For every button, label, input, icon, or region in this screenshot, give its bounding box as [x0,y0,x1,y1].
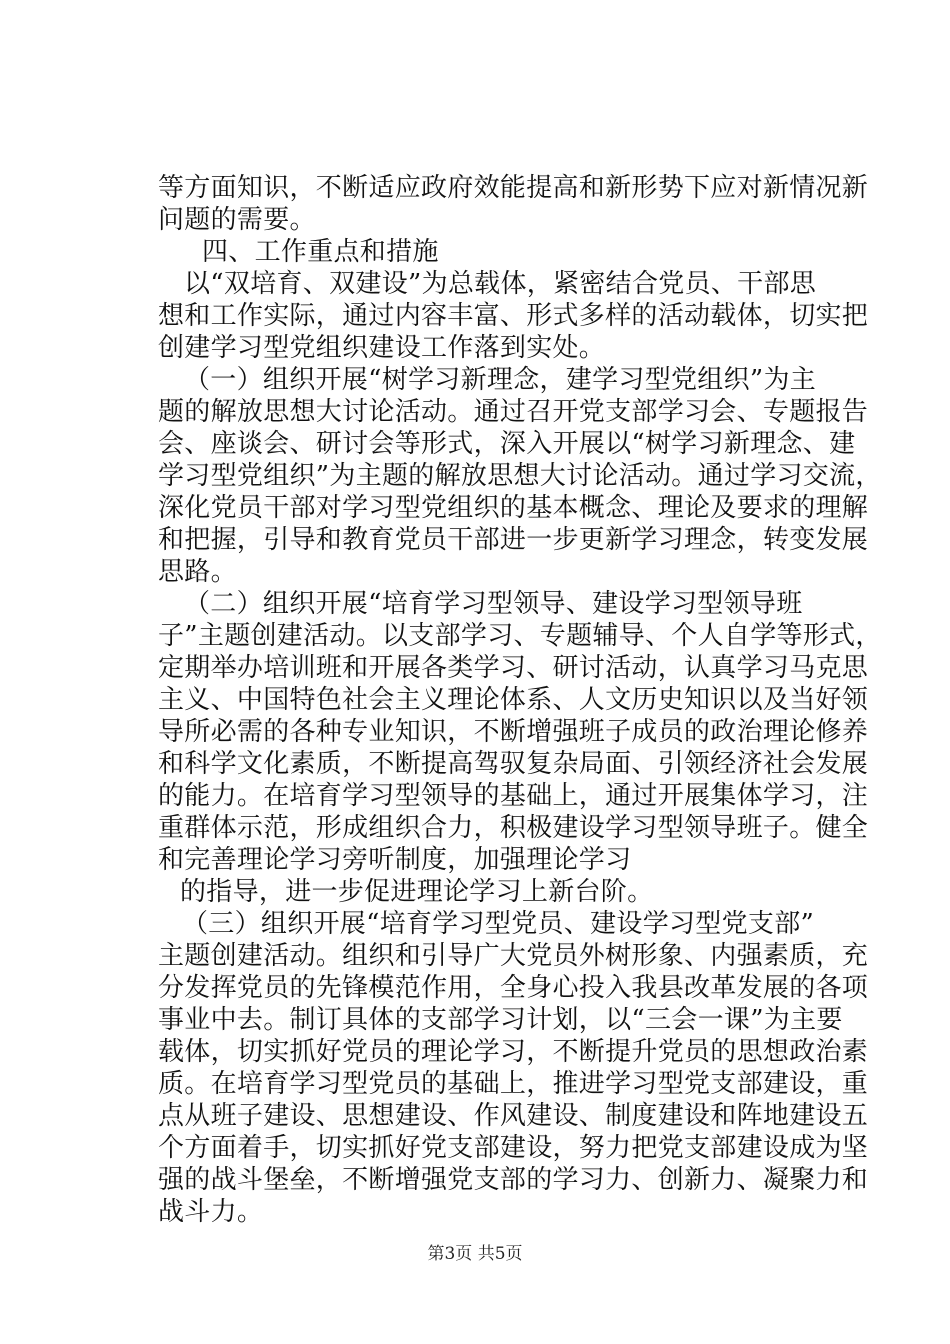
section-heading: 四、工作重点和措施 [202,237,439,267]
text-line: 会、座谈会、研讨会等形式，深入开展以“树学习新理念、建 [158,429,856,459]
text-line: 思路。 [158,557,237,587]
text-line: 深化党员干部对学习型党组织的基本概念、理论及要求的理解 [158,493,869,523]
text-line: 以“双培育、双建设”为总载体，紧密结合党员、干部思 [184,269,817,299]
text-line: 质。在培育学习型党员的基础上，推进学习型党支部建设，重 [158,1069,869,1099]
text-line: 等方面知识，不断适应政府效能提高和新形势下应对新情况新 [158,173,869,203]
text-line: 创建学习型党组织建设工作落到实处。 [158,333,606,363]
text-line: 战斗力。 [158,1197,264,1227]
text-line: 点从班子建设、思想建设、作风建设、制度建设和阵地建设五 [158,1101,869,1131]
text-line: 事业中去。制订具体的支部学习计划，以“三会一课”为主要 [158,1005,843,1035]
text-line: 问题的需要。 [158,205,316,235]
text-line: 载体，切实抓好党员的理论学习，不断提升党员的思想政治素 [158,1037,869,1067]
subsection-heading: （二）组织开展“培育学习型领导、建设学习型领导班 [184,589,803,619]
text-line: 重群体示范，形成组织合力，积极建设学习型领导班子。健全 [158,813,869,843]
text-line: 个方面着手，切实抓好党支部建设，努力把党支部建设成为坚 [158,1133,869,1163]
text-line: 导所必需的各种专业知识，不断增强班子成员的政治理论修养 [158,717,869,747]
text-line: 定期举办培训班和开展各类学习、研讨活动，认真学习马克思 [158,653,869,683]
text-line: 想和工作实际，通过内容丰富、形式多样的活动载体，切实把 [158,301,869,331]
text-line: 的指导，进一步促进理论学习上新台阶。 [180,877,654,907]
text-line: 的能力。在培育学习型领导的基础上，通过开展集体学习，注 [158,781,869,811]
subsection-heading: （一）组织开展“树学习新理念，建学习型党组织”为主 [184,365,817,395]
text-line: 分发挥党员的先锋模范作用，全身心投入我县改革发展的各项 [158,973,869,1003]
subsection-heading: （三）组织开展“培育学习型党员、建设学习型党支部” [182,909,815,939]
page-number: 第3页 共5页 [427,1244,523,1264]
text-line: 学习型党组织”为主题的解放思想大讨论活动。通过学习交流， [158,461,882,491]
text-line: 主题创建活动。组织和引导广大党员外树形象、内强素质，充 [158,941,869,971]
text-line: 主义、中国特色社会主义理论体系、人文历史知识以及当好领 [158,685,869,715]
text-line: 和完善理论学习旁听制度，加强理论学习 [158,845,632,875]
text-line: 和把握，引导和教育党员干部进一步更新学习理念，转变发展 [158,525,869,555]
text-line: 和科学文化素质，不断提高驾驭复杂局面、引领经济社会发展 [158,749,869,779]
text-line: 强的战斗堡垒，不断增强党支部的学习力、创新力、凝聚力和 [158,1165,869,1195]
text-line: 子”主题创建活动。以支部学习、专题辅导、个人自学等形式， [158,621,882,651]
text-line: 题的解放思想大讨论活动。通过召开党支部学习会、专题报告 [158,397,869,427]
